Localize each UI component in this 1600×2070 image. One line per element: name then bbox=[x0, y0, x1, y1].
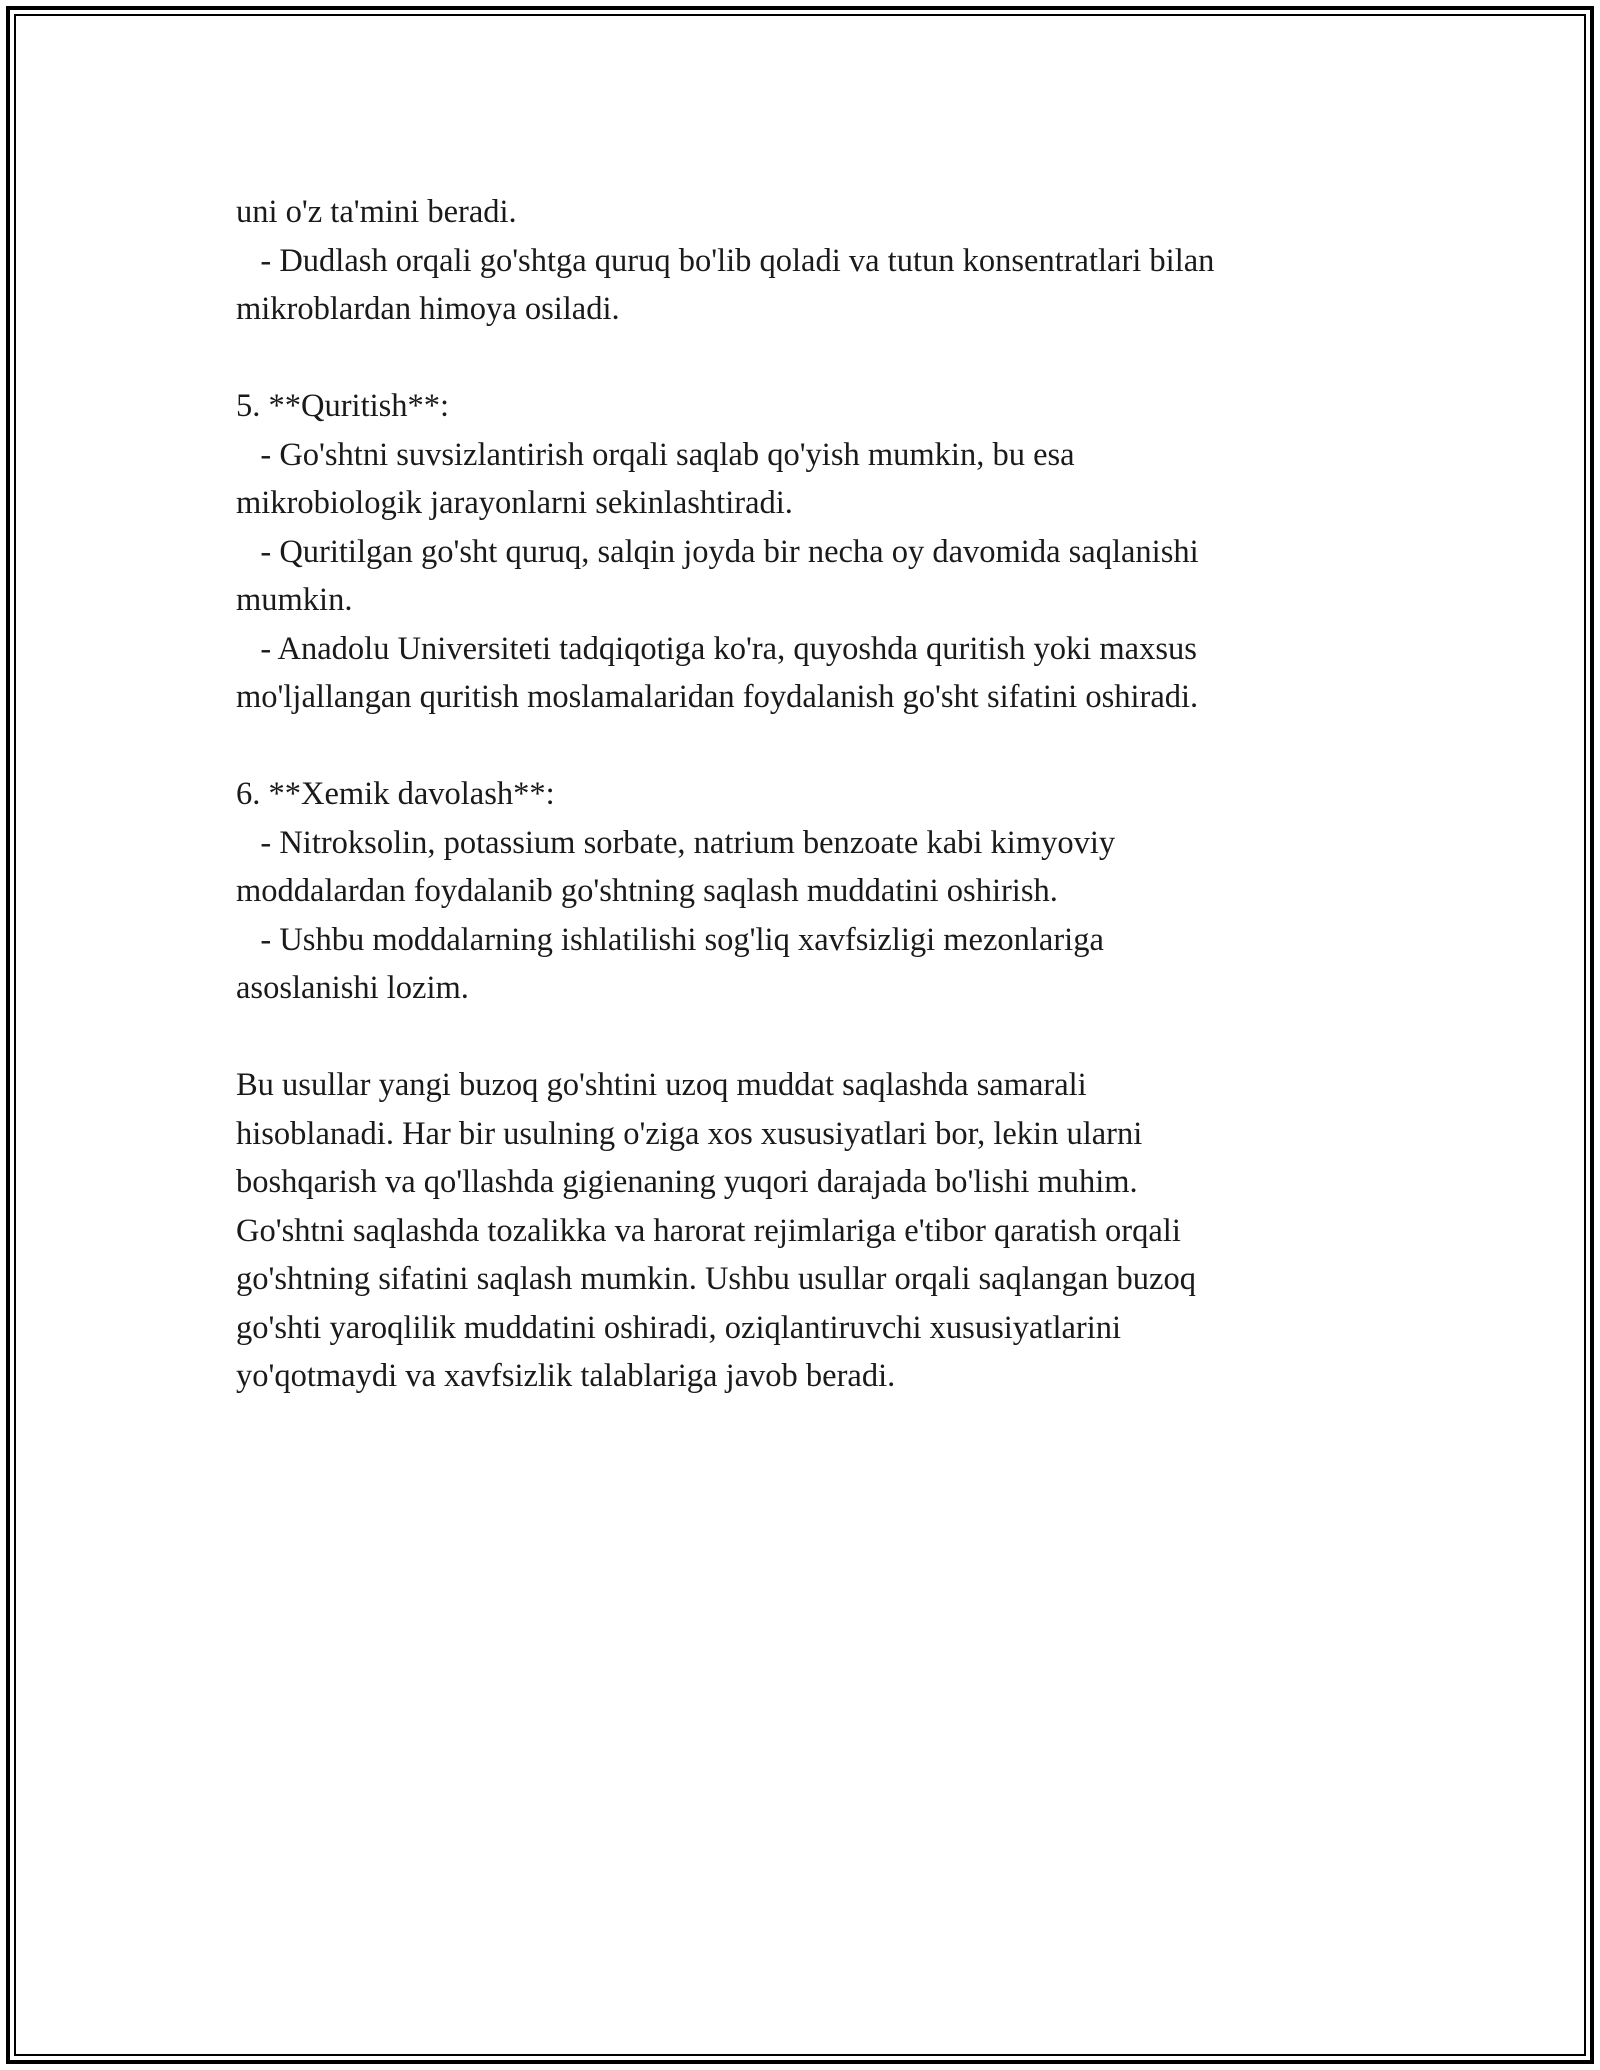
text-line: - Ushbu moddalarning ishlatilishi sog'liq xavfsizligi mezonlariga bbox=[236, 921, 1104, 958]
text-line: - Nitroksolin, potassium sorbate, natrium benzoate kabi kimyoviy bbox=[236, 824, 1116, 861]
text-line: mumkin. bbox=[236, 582, 353, 618]
text-line: asoslanishi lozim. bbox=[236, 970, 469, 1006]
document-body bbox=[236, 188, 1376, 1401]
conclusion-line: Go'shtni saqlashda tozalikka va harorat rejimlariga e'tibor qaratish orqali bbox=[236, 1212, 1181, 1249]
text-line: uni o'z ta'mini beradi. bbox=[236, 194, 517, 230]
section-heading: 5. **Quritish**: bbox=[236, 388, 450, 424]
text-line: mo'ljallangan quritish moslamalaridan foydalanish go'sht sifatini oshiradi. bbox=[236, 679, 1199, 715]
conclusion-line: hisoblanadi. Har bir usulning o'ziga xos xususiyatlari bor, lekin ularni bbox=[236, 1115, 1143, 1152]
text-line: mikroblardan himoya osiladi. bbox=[236, 291, 620, 327]
text-line: mikrobiologik jarayonlarni sekinlashtiradi. bbox=[236, 485, 793, 521]
conclusion-line: yo'qotmaydi va xavfsizlik talablariga javob beradi. bbox=[236, 1358, 896, 1394]
conclusion-line: go'shti yaroqlilik muddatini oshiradi, oziqlantiruvchi xususiyatlarini bbox=[236, 1309, 1122, 1346]
conclusion-line: Bu usullar yangi buzoq go'shtini uzoq muddat saqlashda samarali bbox=[236, 1067, 1087, 1103]
text-line: moddalardan foydalanib go'shtning saqlash muddatini oshirish. bbox=[236, 873, 1058, 909]
blank-line bbox=[236, 722, 1376, 771]
text-line: - Go'shtni suvsizlantirish orqali saqlab qo'yish mumkin, bu esa bbox=[236, 436, 1075, 473]
text-line: - Quritilgan go'sht quruq, salqin joyda bir necha oy davomida saqlanishi bbox=[236, 533, 1199, 570]
blank-line bbox=[236, 334, 1376, 383]
section-heading: 6. **Xemik davolash**: bbox=[236, 776, 555, 812]
conclusion-line: boshqarish va qo'llashda gigienaning yuqori darajada bo'lishi muhim. bbox=[236, 1164, 1138, 1200]
conclusion-line: go'shtning sifatini saqlash mumkin. Ushbu usullar orqali saqlangan buzoq bbox=[236, 1261, 1196, 1297]
blank-line bbox=[236, 1013, 1376, 1062]
text-line: - Anadolu Universiteti tadqiqotiga ko'ra, quyoshda quritish yoki maxsus bbox=[236, 630, 1197, 667]
text-line: - Dudlash orqali go'shtga quruq bo'lib qoladi va tutun konsentratlari bilan bbox=[236, 242, 1215, 279]
